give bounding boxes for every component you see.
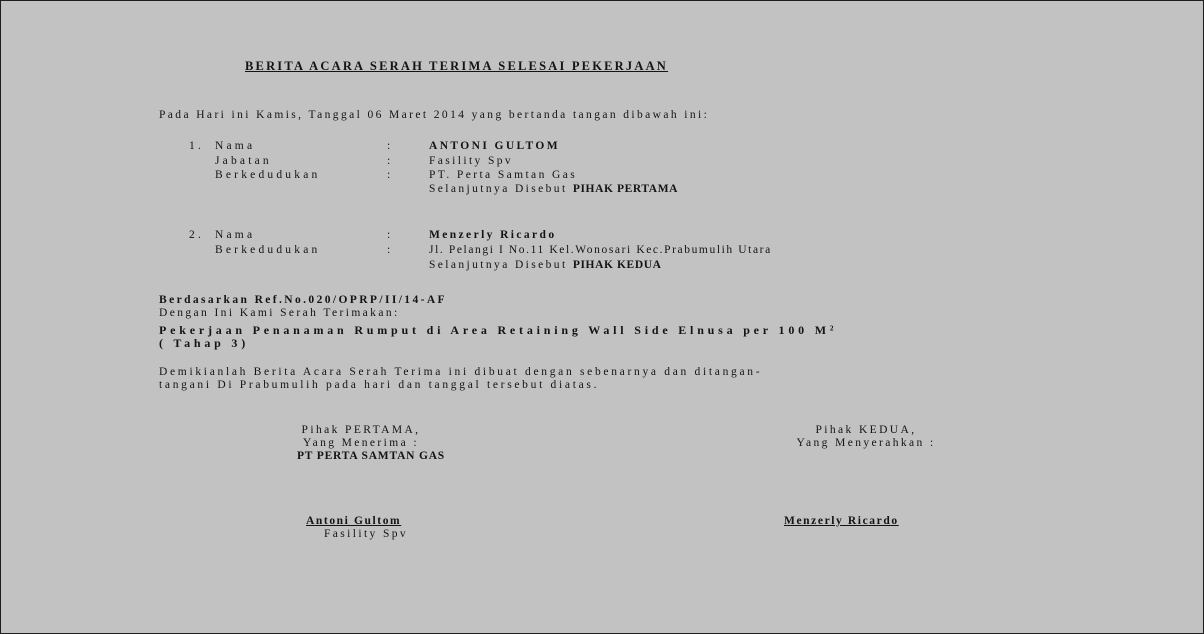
party2-designation [429, 258, 662, 272]
work-description-line2: ( Tahap 3) [159, 336, 250, 350]
party2-domicile-label: Berkedudukan [215, 244, 321, 256]
signature-block-right [741, 424, 991, 450]
party2-domicile-sep: : [387, 244, 391, 256]
party2-name-label: Nama [215, 229, 256, 241]
party2-name-value: Menzerly Ricardo [429, 229, 557, 241]
intro-text: Pada Hari ini Kamis, Tanggal 06 Maret 2014 yang bertanda tangan dibawah ini: [159, 109, 710, 121]
signature-block-left [241, 424, 481, 463]
party1-domicile-value: PT. Perta Samtan Gas [429, 169, 578, 181]
sign-left-company: PT PERTA SAMTAN GAS [296, 450, 446, 462]
party1-position-value: Fasility Spv [429, 155, 514, 167]
party1-designation [429, 182, 678, 196]
party1-designation-title: PIHAK PERTAMA [572, 183, 679, 195]
sign-right-action: Yang Menyerahkan : [796, 437, 936, 449]
sign-right-name: Menzerly Ricardo [784, 515, 899, 527]
party1-name-sep: : [387, 140, 391, 152]
party2-designation-prefix: Selanjutnya Disebut [429, 259, 568, 271]
sign-left-position: Fasility Spv [324, 528, 409, 540]
party1-domicile-label: Berkedudukan [215, 169, 321, 181]
party1-designation-prefix: Selanjutnya Disebut [429, 183, 568, 195]
party1-position-label: Jabatan [215, 155, 272, 167]
sign-left-name: Antoni Gultom [306, 515, 402, 527]
party1-name-value: ANTONI GULTOM [429, 140, 560, 152]
party2-domicile-value: Jl. Pelangi I No.11 Kel.Wonosari Kec.Prabumulih Utara [429, 244, 772, 256]
reference-number: Berdasarkan Ref.No.020/OPRP/II/14-AF [159, 294, 447, 306]
party1-name-label: Nama [215, 140, 256, 152]
party2-number: 2. [189, 229, 205, 241]
party2-name-sep: : [387, 229, 391, 241]
work-description-line1: Pekerjaan Penanaman Rumput di Area Retaining Wall Side Elnusa per 100 M² [159, 323, 838, 337]
document-title: BERITA ACARA SERAH TERIMA SELESAI PEKERJAAN [245, 59, 669, 73]
sign-right-role: Pihak KEDUA, [815, 424, 917, 436]
handover-intro: Dengan Ini Kami Serah Terimakan: [159, 307, 400, 319]
party1-number: 1. [189, 140, 205, 152]
sign-left-action: Yang Menerima : [303, 437, 419, 449]
party2-designation-title: PIHAK KEDUA [572, 259, 662, 271]
closing-line2: tangani Di Prabumulih pada hari dan tanggal tersebut diatas. [159, 379, 600, 391]
sign-left-role: Pihak PERTAMA, [301, 424, 421, 436]
party1-domicile-sep: : [387, 169, 391, 181]
party1-position-sep: : [387, 155, 391, 167]
closing-line1: Demikianlah Berita Acara Serah Terima ini dibuat dengan sebenarnya dan ditangan- [159, 366, 763, 378]
